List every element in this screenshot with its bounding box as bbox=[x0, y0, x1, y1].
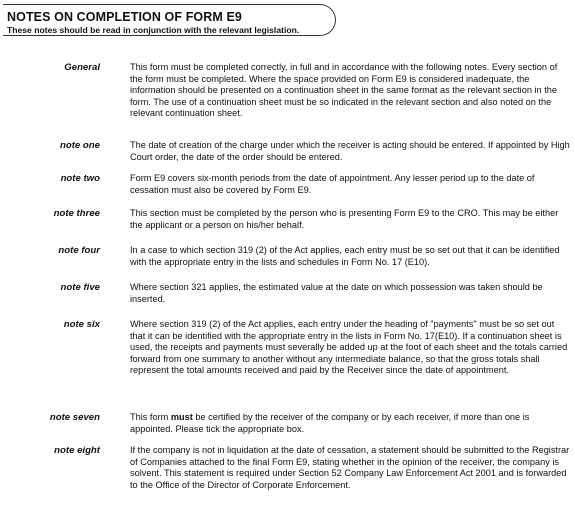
note-label: note eight bbox=[54, 445, 100, 456]
note-text: In a case to which section 319 (2) of the Act applies, each entry must be so set out that it can be identified with the appropriate entry in the lists and schedules in Form No. 17 (E10). bbox=[130, 245, 560, 267]
note-text: This section must be completed by the person who is presenting Form E9 to the CRO. This may be either the applicant or a person on his/her behalf. bbox=[130, 208, 559, 230]
note-text: If the company is not in liquidation at the date of cessation, a statement should be submitted to the Registrar of Companies attached to the final Form E9, stating whether in the opinion of the receiver, the company is solvent. This statement is required under Section 52 Company Law Enforcement Act 2001 and is forwarded to the Office of the Director of Corporate Enforcement. bbox=[130, 445, 570, 490]
note-label: note seven bbox=[49, 412, 100, 423]
note-label: note three bbox=[53, 208, 100, 219]
form-header bbox=[3, 4, 336, 36]
note-text: Form E9 covers six-month periods from the date of appointment. Any lesser period up to the date of cessation must also be covered by Form E9. bbox=[130, 173, 535, 195]
note-text bbox=[130, 412, 570, 435]
note-text: Where section 319 (2) of the Act applies, each entry under the heading of "payments" must be so set out that it can be identified with the appropriate entry in the lists in Form No. 17(E10). If a continuation sheet is used, the receipts and payments must severally be added up at the foot of each sheet and the totals carried forward from one summary to another without any intermediate balance, so that the gross totals shall represent the total amounts received and paid by the Receiver since the date of appointment. bbox=[130, 319, 568, 375]
note-label: note five bbox=[60, 282, 100, 293]
note-text: This form must be completed correctly, in full and in accordance with the following notes. Every section of the form must be completed. Where the space provided on Form E9 is considered inadequate, the information should be presented on a continuation sheet in the same format as the relevant section in the form. The use of a continuation sheet must be so indicated in the relevant section and also noted on the relevant continuation sheet. bbox=[130, 62, 558, 118]
note-text-emphasis: must bbox=[170, 412, 193, 422]
note-label: note one bbox=[60, 140, 100, 151]
note-text-before: This form bbox=[130, 412, 171, 422]
note-text-after: be certified by the receiver of the company or by each receiver, if more than one is appointed. Please tick the appropriate box. bbox=[130, 412, 530, 434]
note-text: Where section 321 applies, the estimated value at the date on which possession was taken should be inserted. bbox=[130, 282, 543, 304]
note-label: note four bbox=[58, 245, 100, 256]
page-title: NOTES ON COMPLETION OF FORM E9 bbox=[7, 10, 242, 24]
note-label: General bbox=[64, 62, 100, 73]
page-subtitle: These notes should be read in conjunction with the relevant legislation. bbox=[7, 25, 300, 35]
note-label: note two bbox=[60, 173, 100, 184]
note-text: The date of creation of the charge under which the receiver is acting should be entered. If appointed by High Court order, the date of the order should be entered. bbox=[130, 140, 570, 162]
note-label: note six bbox=[63, 319, 100, 330]
